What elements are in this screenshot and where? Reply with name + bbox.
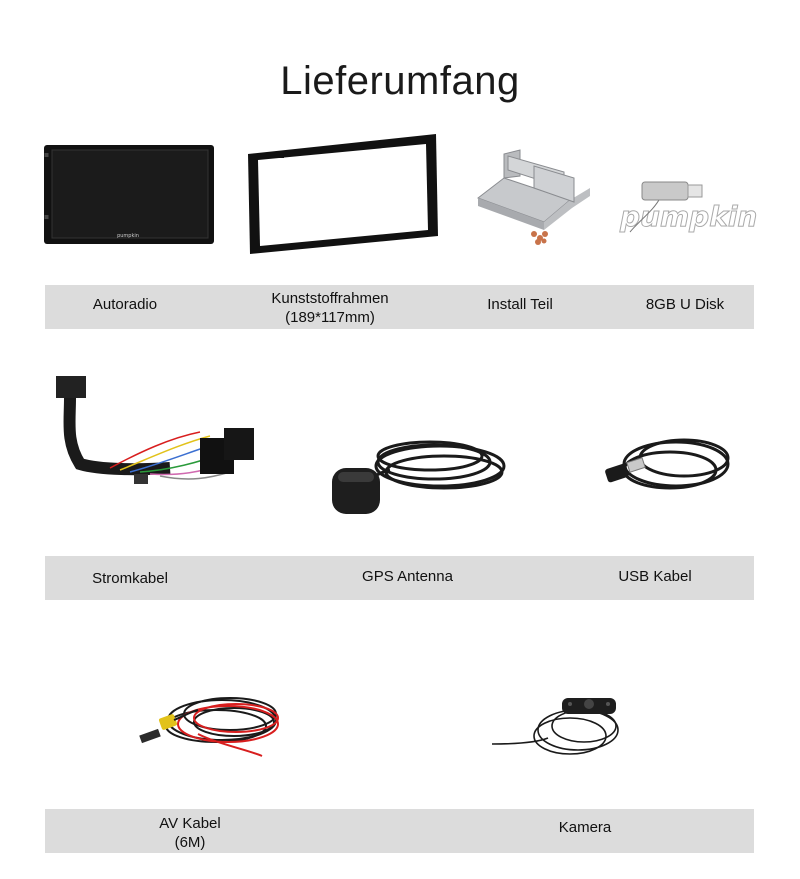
label-gps-antenna: GPS Antenna xyxy=(362,568,453,585)
label-stromkabel: Stromkabel xyxy=(92,570,168,587)
power-cable-image xyxy=(40,372,260,500)
label-av-kabel: AV Kabel (6M) xyxy=(159,815,221,851)
av-cable-image xyxy=(138,686,288,758)
screen-logo: pumpkin xyxy=(117,233,139,239)
label-autoradio: Autoradio xyxy=(92,296,158,313)
usb-disk-image xyxy=(620,180,765,240)
label-usb-kabel: USB Kabel xyxy=(618,568,692,585)
label-kamera: Kamera xyxy=(558,819,612,836)
label-install-teil: Install Teil xyxy=(487,296,553,313)
label-kunststoffrahmen: Kunststoffrahmen (189*117mm) xyxy=(271,290,389,326)
usb-cable-image xyxy=(598,428,738,508)
camera-image xyxy=(488,688,628,768)
autoradio-image xyxy=(44,145,214,245)
gps-antenna-image xyxy=(330,432,510,518)
page-title: Lieferumfang xyxy=(280,58,520,103)
install-part-image xyxy=(474,148,594,248)
usb-disk-logo: pumpkin xyxy=(620,200,758,233)
label-usb-disk: 8GB U Disk xyxy=(645,296,725,313)
frame-image xyxy=(246,132,440,256)
